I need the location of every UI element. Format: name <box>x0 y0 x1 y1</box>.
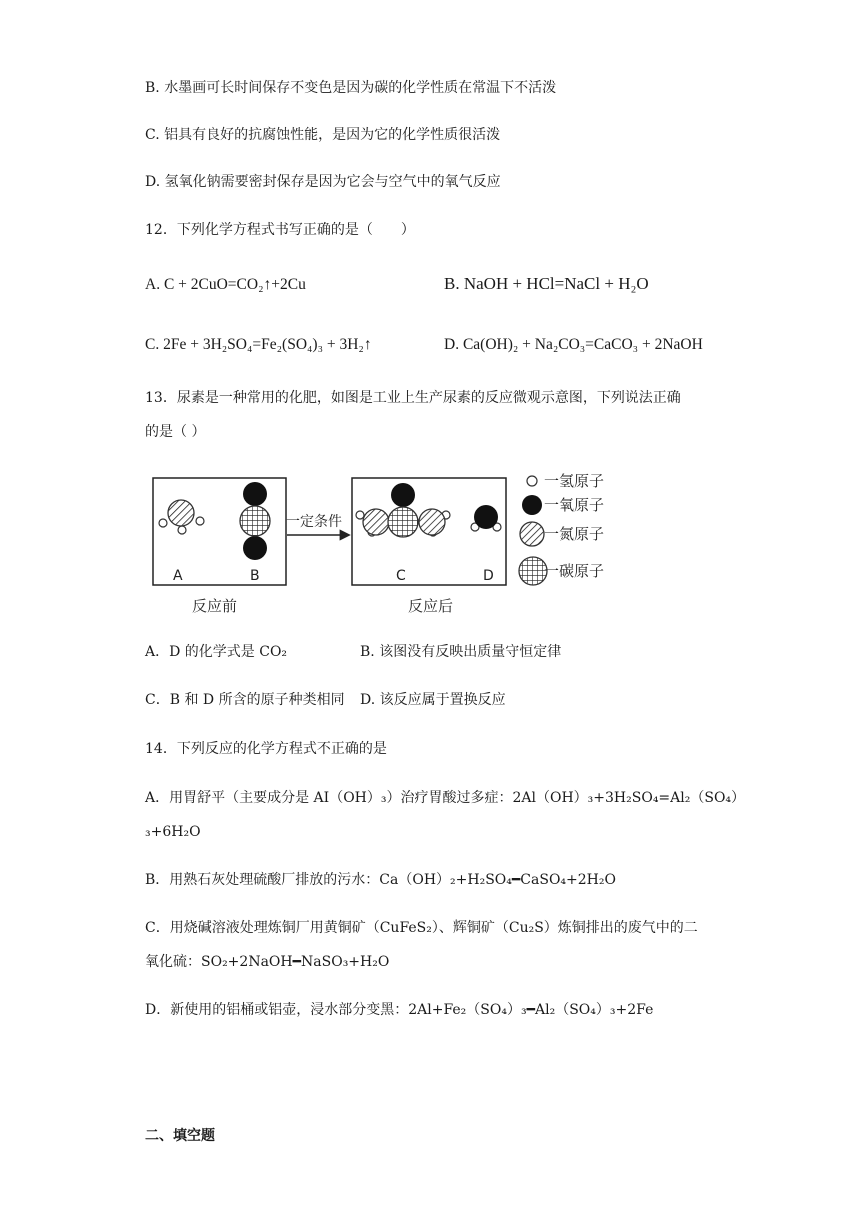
q13-option-b: B. 该图没有反映出质量守恒定律 <box>360 644 562 660</box>
label-b: B <box>250 568 260 584</box>
q14-option-b: B．用熟石灰处理硫酸厂排放的污水：Ca（OH）₂+H₂SO₄━CaSO₄+2H₂O <box>145 872 616 888</box>
hydrogen-atom <box>178 526 186 534</box>
q14-option-a-line2: ₃+6H₂O <box>145 824 201 840</box>
q12-option-b: B. NaOH + HCl=NaCl + H₂O <box>444 274 649 293</box>
q14-option-c-line2: 氧化硫：SO₂+2NaOH━NaSO₃+H₂O <box>145 954 390 970</box>
section-heading-fill-in: 二、填空题 <box>145 1128 215 1144</box>
q12-stem: 12．下列化学方程式书写正确的是（ ） <box>145 222 415 238</box>
q14-option-a-line1: A．用胃舒平（主要成分是 AI（OH）₃）治疗胃酸过多症：2Al（OH）₃+3H₂SO₄=Al₂（SO₄） <box>145 790 746 806</box>
label-a: A <box>173 568 183 584</box>
molecule-a <box>159 500 204 534</box>
q13-option-c: C．B 和 D 所含的原子种类相同 <box>145 692 345 708</box>
label-d: D <box>483 568 494 584</box>
legend-hydrogen: 一氢原子 <box>544 472 605 490</box>
molecule-c <box>356 483 450 537</box>
condition-label: 一定条件 <box>286 514 342 530</box>
q13-stem-line1: 13．尿素是一种常用的化肥，如图是工业上生产尿素的反应微观示意图，下列说法正确 <box>145 390 681 406</box>
legend-nitrogen: 一氮原子 <box>544 525 605 543</box>
molecule-d <box>471 505 501 531</box>
nitrogen-atom <box>419 509 445 535</box>
q12-option-d: D. Ca(OH)₂ + Na₂CO₃=CaCO₃ + 2NaOH <box>444 336 703 353</box>
q12-option-a: A. C + 2CuO=CO₂↑+2Cu <box>145 276 306 293</box>
oxygen-atom <box>243 536 267 560</box>
nitrogen-atom <box>168 500 194 526</box>
legend-carbon-icon <box>519 557 547 585</box>
carbon-atom <box>240 506 270 536</box>
hydrogen-atom <box>356 511 364 519</box>
molecule-b <box>240 482 270 560</box>
q11-option-c: C. 铝具有良好的抗腐蚀性能，是因为它的化学性质很活泼 <box>145 127 501 143</box>
legend <box>519 472 604 585</box>
q13-option-d: D. 该反应属于置换反应 <box>360 692 506 708</box>
carbon-atom <box>388 507 418 537</box>
q14-option-c-line1: C．用烧碱溶液处理炼铜厂用黄铜矿（CuFeS₂）、辉铜矿（Cu₂S）炼铜排出的废气中的二 <box>145 920 698 936</box>
q12-option-c: C. 2Fe + 3H₂SO₄=Fe₂(SO₄)₃ + 3H₂↑ <box>145 336 372 353</box>
q14-stem: 14．下列反应的化学方程式不正确的是 <box>145 741 387 757</box>
legend-oxygen-icon <box>522 495 542 515</box>
q13-option-a: A．D 的化学式是 CO₂ <box>145 644 288 660</box>
oxygen-atom <box>391 483 415 507</box>
legend-hydrogen-icon <box>527 476 537 486</box>
legend-carbon: 一碳原子 <box>544 562 605 580</box>
oxygen-atom <box>474 505 498 529</box>
legend-nitrogen-icon <box>520 522 544 546</box>
q14-option-d: D．新使用的铝桶或铝壶，浸水部分变黑：2Al+Fe₂（SO₄）₃━Al₂（SO₄）₃+2Fe <box>145 1002 654 1018</box>
hydrogen-atom <box>196 517 204 525</box>
q13-stem-line2: 的是（ ） <box>145 424 206 440</box>
after-label: 反应后 <box>408 597 454 615</box>
q11-option-d: D. 氢氧化钠需要密封保存是因为它会与空气中的氧气反应 <box>145 174 501 190</box>
q11-option-b: B. 水墨画可长时间保存不变色是因为碳的化学性质在常温下不活泼 <box>145 80 557 96</box>
nitrogen-atom <box>363 509 389 535</box>
oxygen-atom <box>243 482 267 506</box>
hydrogen-atom <box>159 519 167 527</box>
reaction-diagram <box>152 470 632 620</box>
before-label: 反应前 <box>192 597 238 615</box>
label-c: C <box>396 568 406 584</box>
legend-oxygen: 一氧原子 <box>544 496 605 514</box>
